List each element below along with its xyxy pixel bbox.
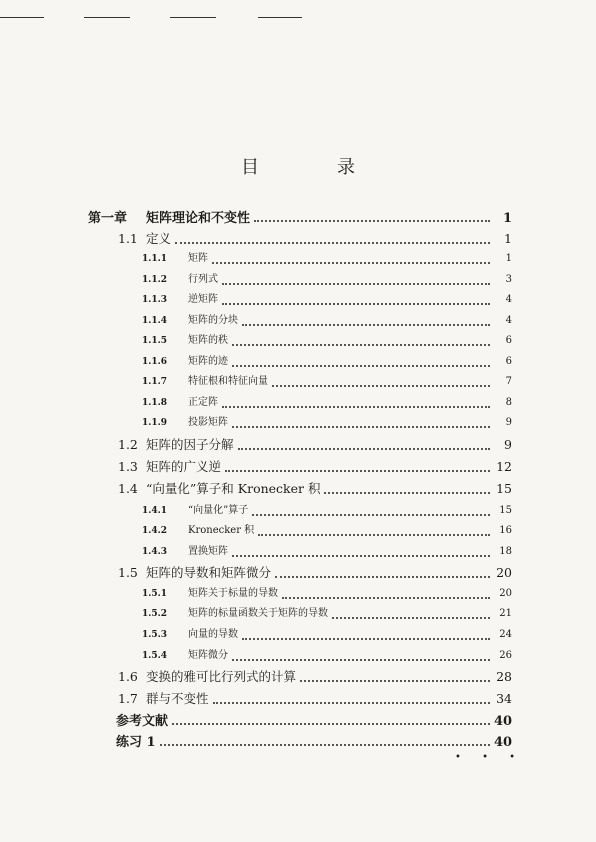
toc-entry-page: 15: [496, 481, 512, 496]
toc-entry-page: 7: [505, 376, 512, 387]
toc-entry-label: 矩阵的因子分解: [146, 437, 234, 452]
toc-leader-dots: [332, 616, 490, 619]
toc-leader-dots: [232, 425, 490, 428]
toc-entry-number: 1.1.9: [142, 418, 168, 428]
toc-entry-number: 1.5.4: [142, 651, 168, 661]
toc-entry-page: 12: [496, 459, 512, 474]
toc-entry[interactable]: [116, 731, 512, 751]
toc-entry-label: 矩阵的导数和矩阵微分: [146, 565, 272, 580]
toc-entry-label: 矩阵的广义逆: [146, 459, 222, 474]
toc-leader-dots: [160, 743, 490, 746]
toc-entry-number: 1.4.3: [142, 547, 168, 557]
toc-entry-number: 1.5: [118, 565, 138, 580]
toc-entry-number: 1.4: [118, 481, 138, 496]
toc-entry[interactable]: [118, 229, 512, 249]
toc-leader-dots: [258, 533, 490, 536]
toc-entry-label: 置换矩阵: [188, 546, 228, 557]
toc-entry-label: 矩阵微分: [188, 650, 228, 661]
toc-leader-dots: [212, 261, 490, 264]
toc-leader-dots: [300, 679, 490, 682]
toc-entry-label: 特征根和特征向量: [188, 376, 268, 387]
toc-entry-number: 1.1.5: [142, 336, 168, 346]
toc-entry-label: 正定阵: [188, 397, 218, 408]
toc-entry-label: “向量化”算子: [188, 505, 249, 516]
toc-entry-page: 21: [499, 608, 512, 619]
toc-entry-label: 参考文献: [116, 714, 169, 729]
toc-entry-page: 6: [505, 335, 512, 346]
toc-entry-number: 1.1.8: [142, 398, 168, 408]
toc-entry-page: 20: [499, 588, 512, 599]
toc-entry[interactable]: [142, 393, 512, 413]
toc-entry[interactable]: [118, 563, 512, 583]
toc-entry-number: 1.5.3: [142, 630, 168, 640]
toc-entry-label: 逆矩阵: [188, 294, 218, 305]
toc-entry-page: 20: [496, 565, 512, 580]
toc-entry-page: 4: [505, 294, 512, 305]
toc-leader-dots: [222, 302, 490, 305]
toc-entry-number: 1.2: [118, 437, 138, 452]
toc-entry[interactable]: [116, 710, 512, 730]
toc-leader-dots: [254, 219, 490, 222]
toc-entry[interactable]: [142, 311, 512, 331]
footer-marks: • • •: [455, 752, 525, 763]
toc-entry-label: 向量的导数: [188, 629, 238, 640]
toc-entry-number: 1.7: [118, 691, 138, 706]
toc-entry[interactable]: [142, 372, 512, 392]
toc-entry-label: 矩阵的分块: [188, 315, 238, 326]
toc-entry-page: 16: [499, 525, 512, 536]
toc-leader-dots: [172, 722, 490, 725]
toc-entry-number: 1.1.6: [142, 357, 168, 367]
toc-entry-number: 1.1.1: [142, 254, 168, 264]
toc-entry-page: 18: [499, 546, 512, 557]
toc-entry-label: 变换的雅可比行列式的计算: [146, 669, 297, 684]
toc-leader-dots: [175, 241, 490, 244]
toc-entry-number: 1.1.2: [142, 275, 168, 285]
toc-entry[interactable]: [142, 249, 512, 269]
header-rules: [0, 17, 596, 19]
toc-leader-dots: [225, 469, 490, 472]
toc-entry-label: 行列式: [188, 274, 218, 285]
toc-entry-page: 1: [502, 211, 512, 226]
toc-entry-page: 26: [499, 650, 512, 661]
toc-entry-label: 矩阵的迹: [188, 356, 228, 367]
toc-entry[interactable]: [142, 501, 512, 521]
toc-entry[interactable]: [142, 604, 512, 624]
toc-entry-page: 4: [505, 315, 512, 326]
toc-entry-page: 24: [499, 629, 512, 640]
toc-entry-label: 定义: [146, 231, 172, 246]
toc-entry[interactable]: [118, 689, 512, 709]
toc-entry-label: 练习 1: [116, 735, 156, 750]
toc-entry-number: 1.1.3: [142, 295, 168, 305]
toc-entry-label: 矩阵理论和不变性: [146, 211, 251, 226]
toc-entry[interactable]: [142, 352, 512, 372]
toc-entry-page: 28: [496, 669, 512, 684]
toc-leader-dots: [222, 282, 490, 285]
toc-entry-number: 1.5.1: [142, 589, 168, 599]
toc-entry-page: 9: [504, 437, 512, 452]
toc-leader-dots: [282, 596, 490, 599]
toc-leader-dots: [324, 491, 490, 494]
toc-entry[interactable]: [142, 584, 512, 604]
toc-entry[interactable]: [118, 667, 512, 687]
toc-entry[interactable]: [142, 542, 512, 562]
toc-entry-page: 34: [496, 691, 512, 706]
toc-entry-number: 1.1.4: [142, 316, 168, 326]
toc-entry-page: 15: [499, 505, 512, 516]
toc-entry-page: 6: [505, 356, 512, 367]
toc-entry-number: 1.3: [118, 459, 138, 474]
toc-entry-number: 1.4.1: [142, 506, 168, 516]
toc-entry-page: 1: [505, 253, 512, 264]
toc-leader-dots: [275, 575, 490, 578]
page-title: 目 录: [241, 157, 385, 178]
toc-entry-number: 1.1.7: [142, 377, 168, 387]
toc-leader-dots: [272, 384, 490, 387]
toc-entry[interactable]: [142, 413, 512, 433]
toc-entry[interactable]: [118, 435, 512, 455]
toc-entry-page: 8: [505, 397, 512, 408]
toc-entry-page: 40: [494, 714, 513, 729]
toc-entry-label: 矩阵的标量函数关于矩阵的导数: [188, 608, 328, 619]
toc-entry-label: 群与不变性: [146, 691, 209, 706]
toc-entry[interactable]: [142, 290, 512, 310]
toc-entry-label: Kronecker 积: [188, 525, 255, 536]
toc-leader-dots: [238, 447, 490, 450]
toc-entry-label: 矩阵关于标量的导数: [188, 588, 278, 599]
toc-entry[interactable]: [88, 207, 512, 227]
toc-entry[interactable]: [142, 646, 512, 666]
toc-leader-dots: [232, 658, 490, 661]
toc-entry-number: 1.5.2: [142, 609, 168, 619]
toc-entry[interactable]: [142, 270, 512, 290]
toc-entry-label: 投影矩阵: [188, 417, 228, 428]
toc-entry[interactable]: [118, 479, 512, 499]
toc-entry-label: 矩阵的秩: [188, 335, 228, 346]
toc-entry-label: “向量化”算子和 Kronecker 积: [146, 481, 321, 496]
toc-leader-dots: [232, 364, 490, 367]
toc-entry-number: 1.6: [118, 669, 138, 684]
toc-leader-dots: [232, 554, 490, 557]
toc-entry-page: 9: [505, 417, 512, 428]
toc-entry[interactable]: [142, 521, 512, 541]
toc-entry[interactable]: [142, 625, 512, 645]
toc-leader-dots: [242, 323, 490, 326]
toc-entry-page: 40: [494, 735, 513, 750]
toc-entry[interactable]: [142, 331, 512, 351]
toc-entry-page: 3: [505, 274, 512, 285]
toc-entry-number: 第一章: [88, 211, 128, 226]
toc-leader-dots: [222, 405, 490, 408]
toc-entry-number: 1.4.2: [142, 526, 168, 536]
toc-entry-label: 矩阵: [188, 253, 208, 264]
toc-entry-number: 1.1: [118, 231, 138, 246]
toc-entry-page: 1: [504, 231, 512, 246]
toc-leader-dots: [242, 637, 490, 640]
toc-leader-dots: [232, 343, 490, 346]
toc-leader-dots: [213, 701, 490, 704]
toc-entry[interactable]: [118, 457, 512, 477]
toc-leader-dots: [252, 513, 490, 516]
